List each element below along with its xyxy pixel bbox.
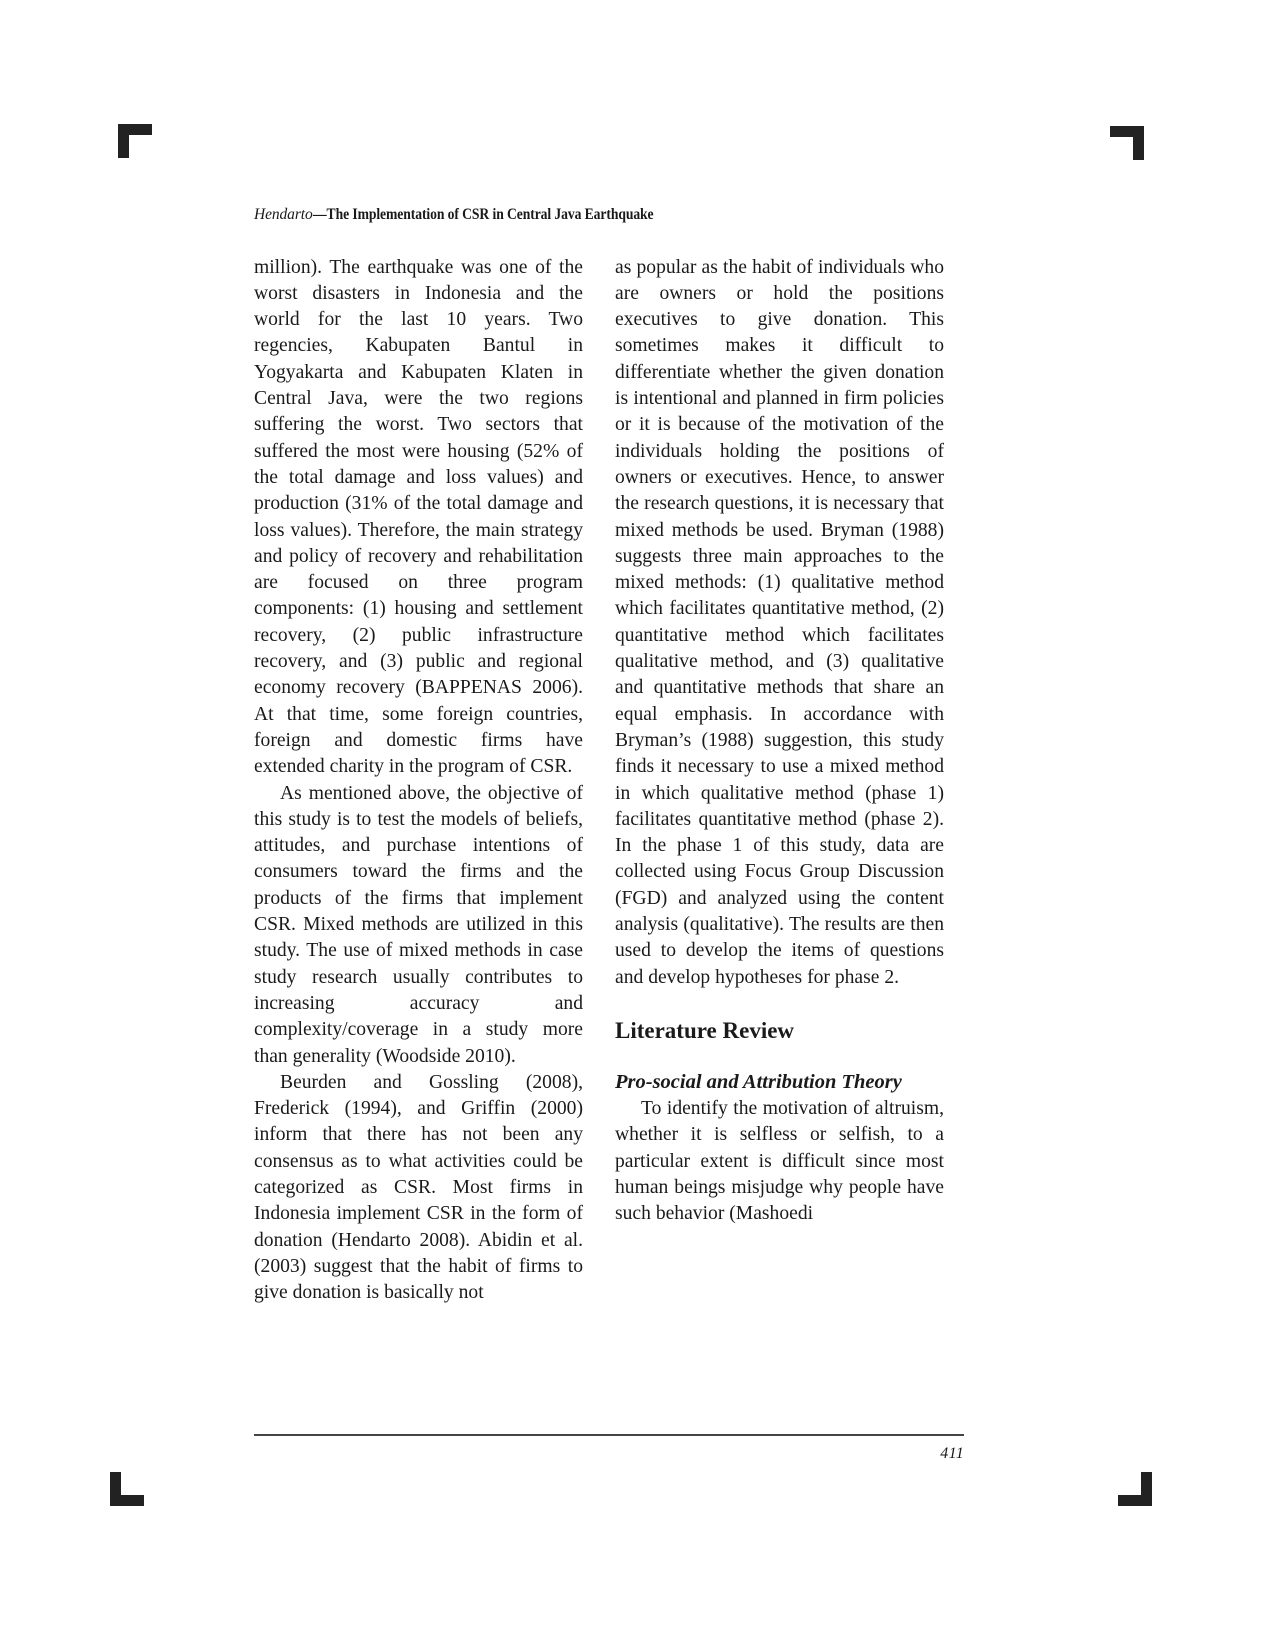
crop-mark-bottom-right-vertical — [1141, 1472, 1152, 1506]
crop-mark-bottom-left — [110, 1472, 144, 1506]
crop-mark-top-right-vertical — [1133, 126, 1144, 160]
paragraph-mixed-methods: as popular as the habit of individuals who are owners or hold the positions executives to give donation. This sometimes makes it difficult to differentiate whether the given donation is intentional and planned in firm policies or it is because of the motivation of the individuals holding the positions of owners or executives. Hence, to answer the research questions, it is necessary that mixed methods be used. Bryman (1988) suggests three main approaches to the mixed methods: (1) qualitative method which facilitates quantitative method, (2) quantitative method which facilitates qualitative method, and (3) qualitative and quantitative methods that share an equal emphasis. In accordance with Bryman’s (1988) suggestion, this study finds it necessary to use a mixed method in which qualitative method (phase 1) facilitates quantitative method (phase 2). In the phase 1 of this study, data are collected using Focus Group Discussion (FGD) and analyzed using the content analysis (qualitative). The results are then used to develop the items of questions and develop hypotheses for phase 2. — [615, 256, 944, 988]
section-heading-literature-review: Literature Review — [615, 1017, 795, 1043]
subsection-heading-pro-social-attribution-theory: Pro-social and Attribution Theory — [615, 1070, 902, 1093]
running-head — [254, 206, 964, 225]
right-column — [615, 255, 944, 1228]
running-head-author: Hendarto — [254, 206, 313, 223]
crop-mark-top-right — [1110, 126, 1144, 160]
page-content — [254, 206, 964, 1306]
running-head-title-group — [313, 206, 654, 225]
page-footer — [254, 1434, 964, 1463]
crop-mark-top-left-vertical — [118, 124, 129, 158]
page-number: 411 — [940, 1445, 964, 1462]
crop-mark-top-left — [118, 124, 152, 158]
left-column — [254, 255, 583, 1307]
paragraph-altruism: To identify the motivation of altruism, whether it is selfless or selfish, to a particular extent is difficult since most human beings misjudge why people have such behavior (Mashoedi — [615, 1097, 944, 1225]
paragraph-csr-consensus: Beurden and Gossling (2008), Frederick (1994), and Griffin (2000) inform that there has not been any consensus as to what activities could be categorized as CSR. Most firms in Indonesia implement CSR in the form of donation (Hendarto 2008). Abidin et al. (2003) suggest that the habit of firms to give donation is basically not — [254, 1071, 583, 1304]
paragraph-study-objective: As mentioned above, the objective of this study is to test the models of beliefs, attitudes, and purchase intentions of consumers toward the firms and the products of the firms that implement CSR. Mixed methods are utilized in this study. The use of mixed methods in case study research usually contributes to increasing accuracy and complexity/coverage in a study more than generality (Woodside 2010). — [254, 782, 583, 1067]
footer-divider — [254, 1434, 964, 1436]
two-column-layout — [254, 255, 964, 1307]
running-head-title: The Implementation of CSR in Central Java Earthquake — [326, 206, 654, 223]
paragraph-earthquake-overview: million). The earthquake was one of the worst disasters in Indonesia and the world for the last 10 years. Two regencies, Kabupaten Bantul in Yogyakarta and Kabupaten Klaten in Central Java, were the two regions suffering the worst. Two sectors that suffered the most were housing (52% of the total damage and loss values) and production (31% of the total damage and loss values). Therefore, the main strategy and policy of recovery and rehabilitation are focused on three program components: (1) housing and settlement recovery, (2) public infrastructure recovery, and (3) public and regional economy recovery (BAPPENAS 2006). At that time, some foreign countries, foreign and domestic firms have extended charity in the program of CSR. — [254, 256, 583, 778]
crop-mark-bottom-right — [1118, 1472, 1152, 1506]
crop-mark-bottom-left-vertical — [110, 1472, 121, 1506]
running-head-separator: — — [312, 206, 327, 223]
